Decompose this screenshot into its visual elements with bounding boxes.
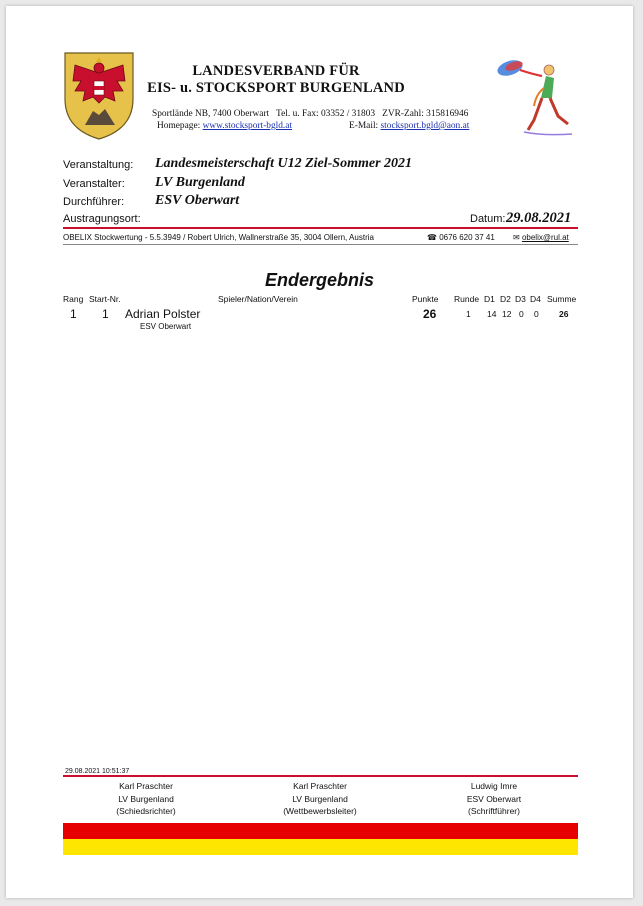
signature-role: (Schriftführer) bbox=[468, 806, 520, 816]
signature-block-2 bbox=[250, 780, 390, 818]
col-summe: Summe bbox=[547, 294, 577, 304]
label-austragungsort: Austragungsort: bbox=[63, 213, 141, 225]
homepage-line bbox=[157, 121, 292, 131]
label-datum: Datum: bbox=[470, 213, 506, 225]
cell-start-nr: 1 bbox=[102, 307, 109, 321]
signature-name: Ludwig Imre bbox=[470, 781, 518, 791]
address: Sportlände NB, 7400 Oberwart bbox=[152, 109, 270, 119]
stock-sport-logo-icon bbox=[494, 54, 574, 140]
phone-fax: Tel. u. Fax: 03352 / 31803 bbox=[276, 109, 376, 119]
cell-name: Adrian Polster bbox=[125, 307, 201, 321]
col-spieler: Spieler/Nation/Verein bbox=[218, 294, 298, 304]
org-name-line2: EIS- u. STOCKSPORT BURGENLAND bbox=[147, 80, 405, 96]
document-page bbox=[6, 6, 633, 898]
cell-d4: 0 bbox=[534, 309, 539, 319]
cell-verein: ESV Oberwart bbox=[140, 322, 192, 331]
label-durchfuehrer: Durchführer: bbox=[63, 196, 125, 208]
value-durchfuehrer: ESV Oberwart bbox=[155, 193, 240, 208]
cell-runde: 1 bbox=[466, 309, 471, 319]
cell-rang: 1 bbox=[70, 307, 77, 321]
phone-icon: ☎ bbox=[427, 233, 437, 242]
footer-divider-red bbox=[63, 775, 578, 777]
signature-block-3 bbox=[424, 780, 564, 818]
col-start-nr: Start-Nr. bbox=[89, 294, 121, 304]
col-d3: D3 bbox=[515, 294, 526, 304]
software-info: OBELIX Stockwertung - 5.5.3949 / Robert Ulrich, Wallnerstraße 35, 3004 Ollern, Austria bbox=[63, 233, 374, 242]
value-datum: 29.08.2021 bbox=[506, 210, 572, 226]
divider-red bbox=[63, 227, 578, 229]
col-d4: D4 bbox=[530, 294, 541, 304]
email-label: E-Mail: bbox=[349, 121, 379, 131]
signature-block-1 bbox=[76, 780, 216, 818]
coat-of-arms-icon bbox=[63, 51, 135, 141]
value-veranstalter: LV Burgenland bbox=[155, 175, 245, 190]
homepage-link[interactable]: www.stocksport-bgld.at bbox=[202, 121, 293, 131]
signature-org: LV Burgenland bbox=[118, 793, 174, 804]
cell-punkte: 26 bbox=[423, 307, 437, 321]
signature-name: Karl Praschter bbox=[119, 781, 173, 791]
flag-stripe-yellow bbox=[63, 839, 578, 855]
signature-role: (Schiedsrichter) bbox=[116, 806, 176, 816]
org-name-line1: LANDESVERBAND FÜR bbox=[192, 63, 360, 79]
print-timestamp: 29.08.2021 10:51:37 bbox=[65, 768, 130, 775]
address-line bbox=[152, 109, 468, 119]
software-phone bbox=[427, 233, 495, 242]
cell-d3: 0 bbox=[519, 309, 524, 319]
signature-org: ESV Oberwart bbox=[466, 793, 522, 804]
label-veranstaltung: Veranstaltung: bbox=[63, 159, 134, 171]
mail-icon: ✉ bbox=[513, 233, 520, 242]
zvr-number: ZVR-Zahl: 315816946 bbox=[382, 109, 469, 119]
software-email bbox=[513, 233, 569, 242]
cell-summe: 26 bbox=[559, 309, 569, 319]
col-punkte: Punkte bbox=[412, 294, 439, 304]
email-link[interactable]: stocksport.bgld@aon.at bbox=[380, 121, 470, 131]
signature-org: LV Burgenland bbox=[292, 793, 348, 804]
signature-name: Karl Praschter bbox=[293, 781, 347, 791]
signature-role: (Wettbewerbsleiter) bbox=[283, 806, 357, 816]
cell-d2: 12 bbox=[502, 309, 512, 319]
email-line bbox=[349, 121, 469, 131]
results-title: Endergebnis bbox=[264, 270, 375, 290]
col-d2: D2 bbox=[500, 294, 511, 304]
cell-d1: 14 bbox=[487, 309, 497, 319]
flag-stripe-red bbox=[63, 823, 578, 839]
software-phone-number: 0676 620 37 41 bbox=[439, 233, 495, 242]
col-rang: Rang bbox=[63, 294, 84, 304]
col-d1: D1 bbox=[484, 294, 495, 304]
col-runde: Runde bbox=[454, 294, 480, 304]
label-veranstalter: Veranstalter: bbox=[63, 178, 125, 190]
software-email-address[interactable]: obelix@rul.at bbox=[521, 233, 569, 242]
value-veranstaltung: Landesmeisterschaft U12 Ziel-Sommer 2021 bbox=[155, 156, 413, 171]
homepage-label: Homepage: bbox=[157, 121, 201, 131]
divider-thin bbox=[63, 244, 578, 245]
